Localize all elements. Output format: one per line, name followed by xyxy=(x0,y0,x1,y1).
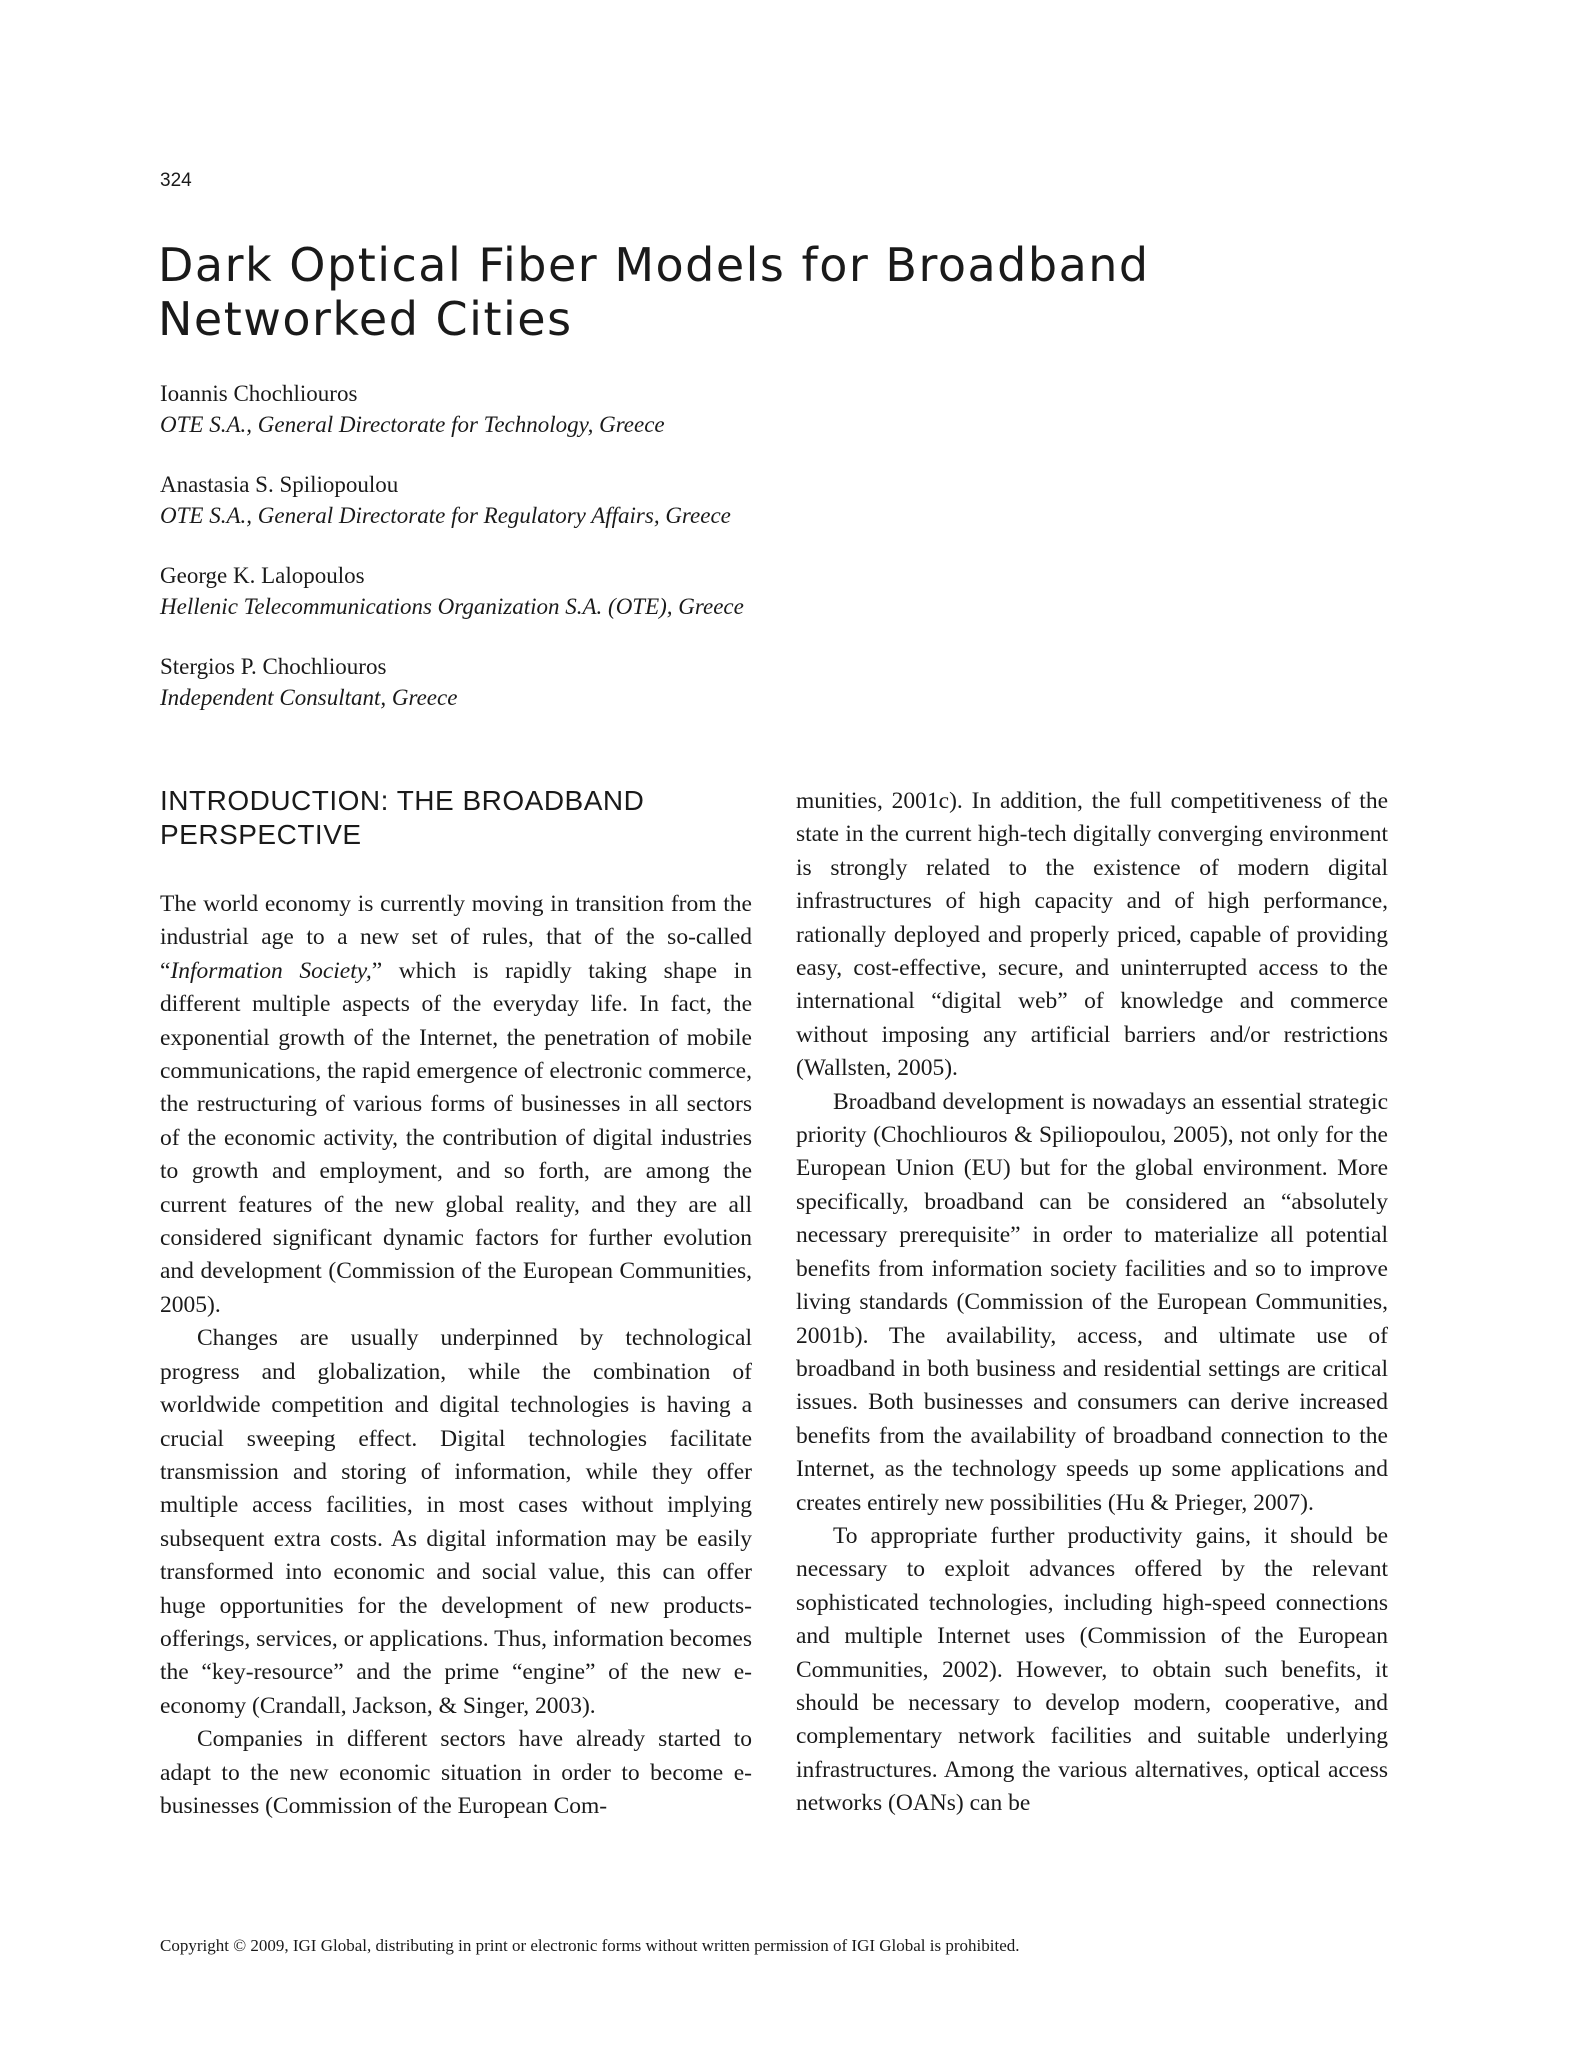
author-name: Ioannis Chochliouros xyxy=(160,381,358,406)
paragraph: To appropriate further productivity gains, it should be necessary to exploit advances offered by the relevant sophisticated technologies, including high-speed connections and multiple Internet uses (Commission of the European Communities, 2002). However, to obtain such benefits, it should be necessary to develop modern, cooperative, and complementary network facilities and suitable underlying infrastructures. Among the various alternatives, optical access networks (OANs) can be xyxy=(796,1522,1388,1817)
author-affiliation: OTE S.A., General Directorate for Technology, Greece xyxy=(160,412,665,437)
paper-title xyxy=(158,238,1358,346)
author-list xyxy=(160,378,1060,742)
paragraph-text: The world economy is currently moving in transition from the industrial age to a new set of rules, that of the so-called “ xyxy=(160,891,752,984)
author-entry xyxy=(160,651,1060,713)
section-heading-line-1: INTRODUCTION: THE BROADBAND xyxy=(160,785,645,816)
section-heading-line-2: PERSPECTIVE xyxy=(160,819,362,850)
paragraph-text: ” which is rapidly taking shape in different multiple aspects of the everyday life. In fact, the exponential growth of the Internet, the penetration of mobile communications, the rapid emergence of electronic commerce, the restructuring of various forms of businesses in all sectors of the economic activity, the contribution of digital industries to growth and employment, and so forth, are among the current features of the new global reality, and they are all considered significant dynamic factors for further evolution and development (Commission of the European Communities, 2005). xyxy=(160,957,752,1318)
paragraph: Broadband development is nowadays an essential strategic priority (Chochliouros & Spiliopoulou, 2005), not only for the European Union (EU) but for the global environment. More specifically, broadband can be considered an “absolutely necessary prerequisite” in order to materialize all potential benefits from information society facilities and so to improve living standards (Commission of the European Communities, 2001b). The availability, access, and ultimate use of broadband in both business and residential settings are critical issues. Both businesses and consumers can derive increased benefits from the availability of broadband connection to the Internet, as the technology speeds up some applications and creates entirely new possibilities (Hu & Prieger, 2007). xyxy=(796,1088,1388,1516)
author-name: George K. Lalopoulos xyxy=(160,563,365,588)
author-name: Stergios P. Chochliouros xyxy=(160,654,387,679)
page-number: 324 xyxy=(160,170,192,191)
author-entry xyxy=(160,560,1060,622)
author-affiliation: Hellenic Telecommunications Organization S.A. (OTE), Greece xyxy=(160,594,744,619)
author-entry xyxy=(160,378,1060,440)
section-heading xyxy=(160,784,752,852)
author-affiliation: OTE S.A., General Directorate for Regulatory Affairs, Greece xyxy=(160,503,731,528)
paragraph: munities, 2001c). In addition, the full competitiveness of the state in the current high-tech digitally converging environment is strongly related to the existence of modern digital infrastructures of high capacity and of high performance, rationally deployed and properly priced, capable of providing easy, cost-effective, secure, and uninterrupted access to the international “digital web” of knowledge and commerce without imposing any artificial barriers and/or restrictions (Wallsten, 2005). xyxy=(796,788,1388,1082)
copyright-notice: Copyright © 2009, IGI Global, distributing in print or electronic forms without written permission of IGI Global is prohibited. xyxy=(160,1936,1020,1955)
paragraph: Changes are usually underpinned by technological progress and globalization, while the combination of worldwide competition and digital technologies is having a crucial sweeping effect. Digital technologies facilitate transmission and storing of information, while they offer multiple access facilities, in most cases without implying subsequent extra costs. As digital information may be easily transformed into economic and social value, this can offer huge opportunities for the development of new products-offerings, services, or applications. Thus, information becomes the “key-resource” and the prime “engine” of the new e-economy (Crandall, Jackson, & Singer, 2003). xyxy=(160,1325,752,1719)
paper-title-line-2: Networked Cities xyxy=(158,292,573,346)
author-name: Anastasia S. Spiliopoulou xyxy=(160,472,399,497)
author-affiliation: Independent Consultant, Greece xyxy=(160,685,458,710)
left-column xyxy=(160,784,752,1823)
paragraph xyxy=(160,888,752,1322)
emphasis-text: Information Society, xyxy=(170,957,372,984)
right-column xyxy=(796,785,1388,1821)
paper-title-line-1: Dark Optical Fiber Models for Broadband xyxy=(158,238,1150,292)
paragraph: Companies in different sectors have already started to adapt to the new economic situation in order to become e-businesses (Commission of the European Com- xyxy=(160,1726,752,1819)
author-entry xyxy=(160,469,1060,531)
